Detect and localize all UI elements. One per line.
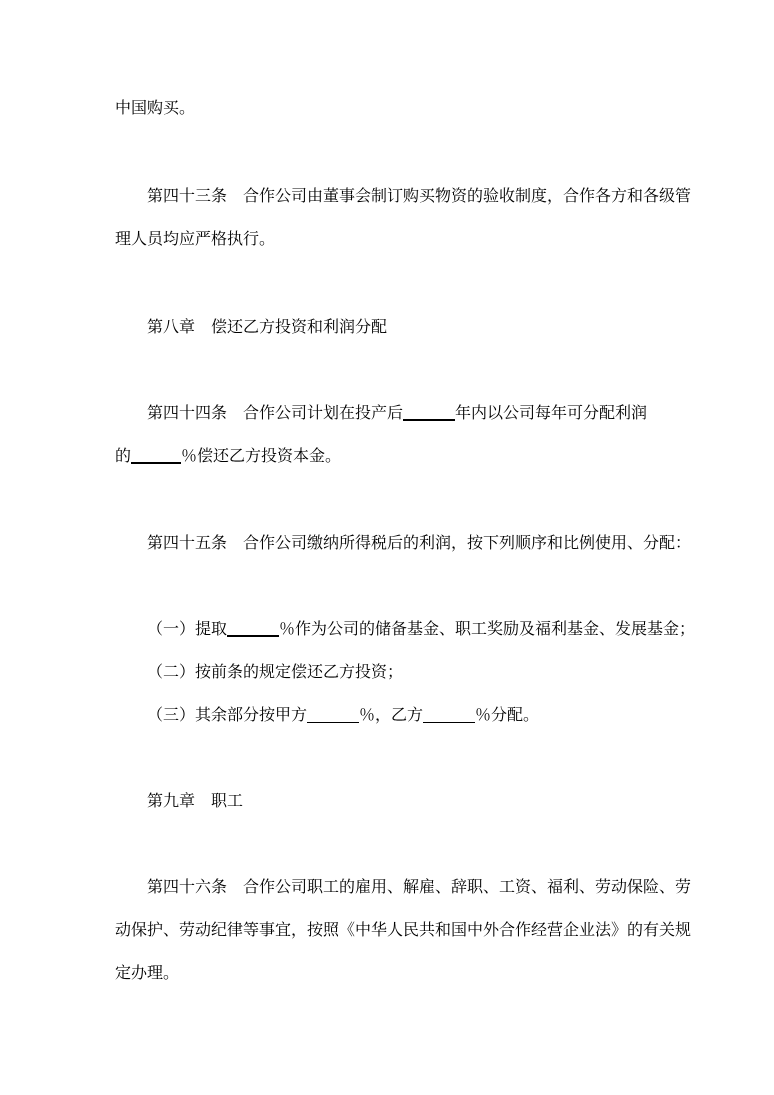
article-43 xyxy=(147,186,691,206)
list-item-text: ％，乙方 xyxy=(359,705,424,724)
fill-in-blank-percent[interactable] xyxy=(227,619,279,637)
article-text: 定办理。 xyxy=(115,963,180,982)
list-item-text: （三）其余部分按甲方 xyxy=(147,705,308,724)
list-item-text: （一）提取 xyxy=(147,619,228,638)
article-label: 第四十三条 xyxy=(147,186,228,205)
list-item-text: ％作为公司的储备基金、职工奖励及福利基金、发展基金； xyxy=(279,619,696,638)
paragraph-text: 中国购买。 xyxy=(115,98,196,117)
article-text: 理人员均应严格执行。 xyxy=(115,229,276,248)
chapter-title: 偿还乙方投资和利润分配 xyxy=(211,317,388,336)
article-45 xyxy=(147,533,691,553)
article-44-line2 xyxy=(115,446,341,466)
article-46-line2 xyxy=(115,920,691,940)
article-text: 动保护、劳动纪律等事宜，按照《中华人民共和国中外合作经营企业法》的有关规 xyxy=(115,920,692,939)
article-label: 第四十五条 xyxy=(147,533,228,552)
fill-in-blank-party-b[interactable] xyxy=(423,706,475,723)
chapter-title: 职工 xyxy=(211,791,244,810)
paragraph-continuation xyxy=(115,98,195,118)
article-label: 第四十四条 xyxy=(147,403,228,422)
article-43-line2 xyxy=(115,229,275,249)
article-label: 第四十六条 xyxy=(147,877,228,896)
chapter-8-heading xyxy=(147,317,387,337)
article-text: 年内以公司每年可分配利润 xyxy=(455,403,648,422)
list-item-text: ％分配。 xyxy=(475,705,540,724)
fill-in-blank-party-a[interactable] xyxy=(307,706,359,723)
chapter-label: 第八章 xyxy=(147,317,196,336)
list-item-1 xyxy=(147,619,695,639)
article-text: 合作公司缴纳所得税后的利润，按下列顺序和比例使用、分配： xyxy=(243,533,692,552)
article-text: 的 xyxy=(115,446,132,465)
article-46-line3 xyxy=(115,963,179,983)
fill-in-blank-percent[interactable] xyxy=(131,446,181,464)
chapter-label: 第九章 xyxy=(147,791,196,810)
chapter-9-heading xyxy=(147,791,243,811)
article-text: ％偿还乙方投资本金。 xyxy=(181,446,342,465)
article-46 xyxy=(147,877,691,897)
fill-in-blank-years[interactable] xyxy=(403,403,455,421)
list-item-3 xyxy=(147,705,539,725)
article-44 xyxy=(147,403,647,423)
list-item-2 xyxy=(147,662,403,682)
article-text: 合作公司计划在投产后 xyxy=(243,403,404,422)
article-text: 合作公司由董事会制订购买物资的验收制度，合作各方和各级管 xyxy=(243,186,692,205)
article-text: 合作公司职工的雇用、解雇、辞职、工资、福利、劳动保险、劳 xyxy=(243,877,692,896)
list-item-text: （二）按前条的规定偿还乙方投资； xyxy=(147,662,404,681)
